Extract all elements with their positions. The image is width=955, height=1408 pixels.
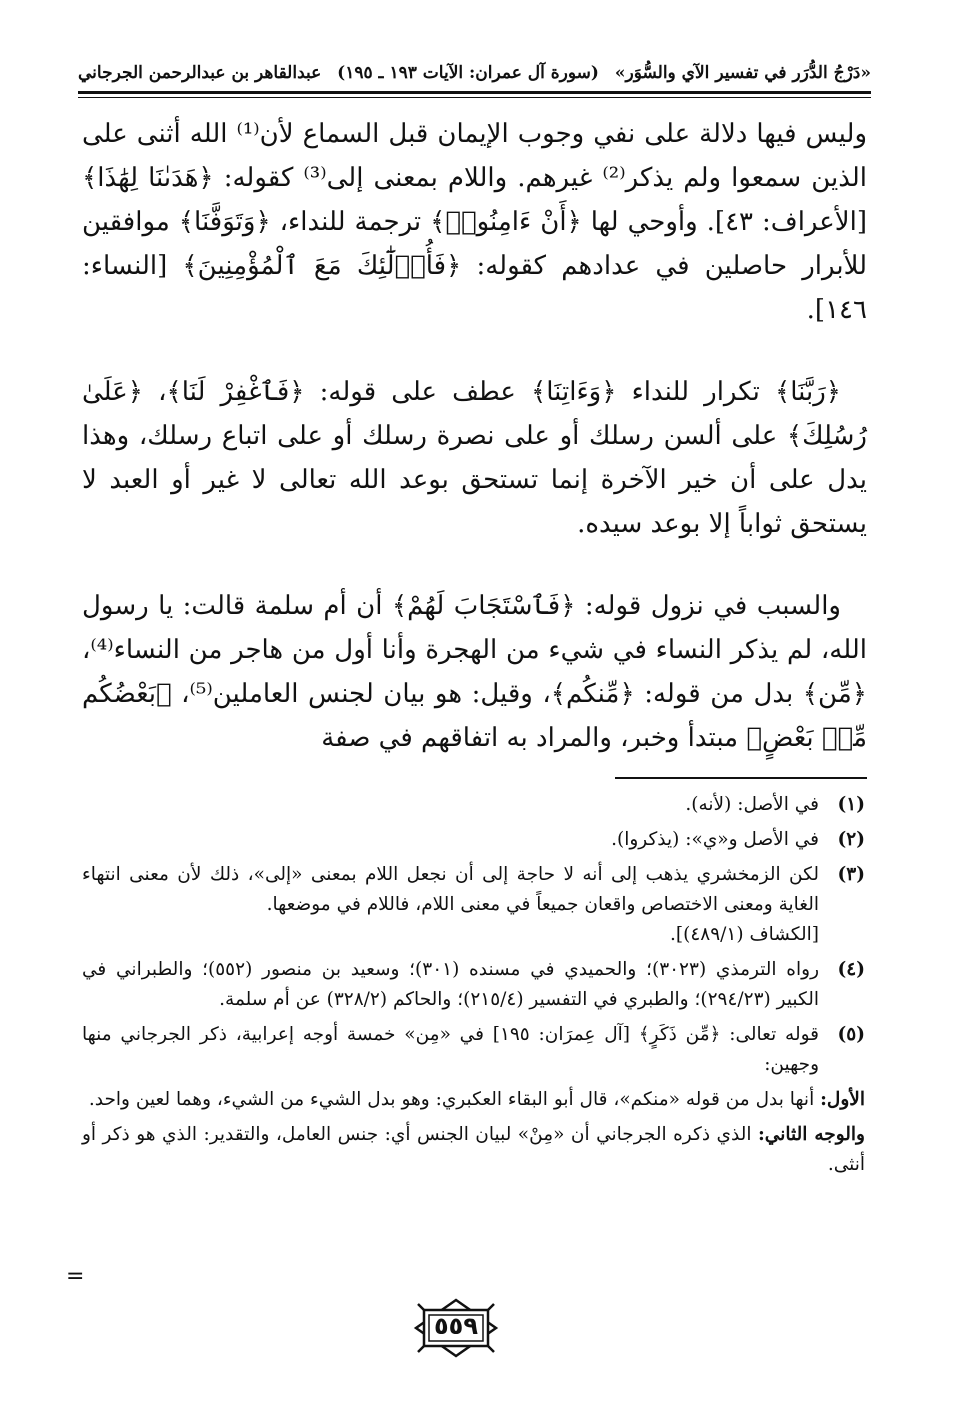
footnote-text bbox=[82, 790, 819, 820]
footnote-line: في الأصل و«ي»: (يذكروا). bbox=[611, 829, 819, 850]
paragraph-3: والسبب في نزول قوله: ﴿فَٱسْتَجَابَ لَهُمْ﴾ أن أم سلمة قالت: يا رسول الله، لم يذكر النساء في شيء من الهجرة وأنا أول من هاجر من النساء⁽⁴⁾، ﴿مِّن﴾ بدل من قوله: ﴿مِّنكُم﴾، وقيل: هو بيان لجنس العاملين⁽⁵⁾، ﴿بَعْضُكُم مِّنۢ بَعْضٍ﴾ مبتدأ وخبر، والمراد به اتفاقهم في صفة bbox=[82, 591, 867, 753]
footnote-text bbox=[82, 1085, 865, 1115]
header-rule-thick bbox=[78, 91, 871, 94]
page-number-ornament bbox=[410, 1298, 502, 1358]
footnote-2 bbox=[82, 825, 865, 855]
surah-reference: (سورة آل عمران: الآيات ١٩٣ ـ ١٩٥) bbox=[337, 63, 599, 83]
footnote-line: رواه الترمذي (٣٠٢٣)؛ والحميدي في مسنده (٣٠١)؛ وسعيد بن منصور (٥٥٢)؛ والطبراني في الكبير (٢٩٤/٢٣)؛ والطبري في التفسير (٢١٥/٤)؛ والحاكم (٣٢٨/٢) عن أم سلمة. bbox=[82, 959, 820, 1010]
running-header bbox=[78, 56, 871, 90]
footnote-number: (٥) bbox=[837, 1024, 865, 1045]
aspect-text: الذي ذكره الجرجاني أن «مِنْ» لبيان الجنس أي: جنس العامل، والتقدير: الذي هو ذكر أو أنثى. bbox=[82, 1124, 865, 1175]
author-name: عبدالقاهر بن عبدالرحمن الجرجاني bbox=[78, 63, 322, 83]
footnote-line: قوله تعالى: ﴿مِّن ذَكَرٍ﴾ [آل عِمرَان: ١٩٥] في «مِن» خمسة أوجه إعرابية، ذكر الجرجاني منها وجهين: bbox=[82, 1024, 819, 1075]
aspect-text: أنها بدل من قوله «منكم»، قال أبو البقاء العكبري: وهو بدل الشيء من الشيء، وهما لعين واحد. bbox=[88, 1089, 821, 1110]
footnote-text bbox=[82, 825, 819, 855]
footnote-number: (١) bbox=[837, 794, 865, 815]
footnote-number: (٣) bbox=[837, 864, 865, 885]
aspect-label: والوجه الثاني: bbox=[757, 1124, 865, 1145]
footnote-citation: [الكشاف (٤٨٩/١)]. bbox=[670, 924, 819, 945]
footnote-5-first-aspect bbox=[82, 1085, 865, 1115]
footnote-line: لكن الزمخشري يذهب إلى أنه لا حاجة إلى أن نجعل اللام بمعنى «إلى»، ذلك لأن معنى انتهاء الغاية ومعنى الاختصاص واقعان جميعاً في معنى اللام، فاللام في موضعها. bbox=[82, 864, 819, 915]
footnote-line: في الأصل: (لأنه). bbox=[685, 794, 819, 815]
book-title: «دَرْجُ الدُّرَر في تفسير الآي والسُّوَر» bbox=[614, 63, 871, 83]
footnote-5 bbox=[82, 1020, 865, 1080]
footnote-separator bbox=[615, 777, 867, 779]
footnote-4 bbox=[82, 955, 865, 1015]
footnote-5-second-aspect bbox=[82, 1120, 865, 1180]
footnote-number: (٤) bbox=[837, 959, 865, 980]
header-rule-thin bbox=[78, 97, 871, 98]
footnotes bbox=[82, 790, 865, 1185]
footnote-3 bbox=[82, 860, 865, 950]
footnote-1 bbox=[82, 790, 865, 820]
page-number: ٥٥٩ bbox=[434, 1312, 478, 1340]
footnote-number: (٢) bbox=[837, 829, 865, 850]
footnote-text bbox=[82, 1120, 865, 1180]
paragraph-1: وليس فيها دلالة على نفي وجوب الإيمان قبل السماع لأن⁽¹⁾ الله أثنى على الذين سمعوا ولم يذكر⁽²⁾ غيرهم. واللام بمعنى إلى⁽³⁾ كقوله: ﴿هَدَىٰنَا لِهَٰذَا﴾ [الأعراف: ٤٣]. وأوحي لها ﴿أَنْ ءَامِنُوا۟﴾ ترجمة للنداء، ﴿وَتَوَفَّنَا﴾ موافقين للأبرار حاصلين في عدادهم كقوله: ﴿فَأُو۟لَٰٓئِكَ مَعَ ٱلْمُؤْمِنِينَ﴾ [النساء: ١٤٦]. bbox=[82, 119, 868, 325]
continuation-mark: = bbox=[66, 1264, 85, 1289]
main-text bbox=[82, 112, 867, 760]
footnote-text bbox=[82, 955, 819, 1015]
paragraph-2: ﴿رَبَّنَا﴾ تكرار للنداء ﴿وَءَاتِنَا﴾ عطف على قوله: ﴿فَٱغْفِرْ لَنَا﴾، ﴿عَلَىٰ رُسُلِكَ﴾ على ألسن رسلك أو على نصرة رسلك أو على اتباع رسلك، وهذا يدل على أن خير الآخرة إنما تستحق بوعد الله تعالى لا غير أو العبد لا يستحق ثواباً إلا بوعد سيده. bbox=[82, 377, 867, 539]
footnote-text bbox=[82, 860, 819, 950]
aspect-label: الأول: bbox=[820, 1089, 865, 1110]
footnote-text bbox=[82, 1020, 819, 1080]
